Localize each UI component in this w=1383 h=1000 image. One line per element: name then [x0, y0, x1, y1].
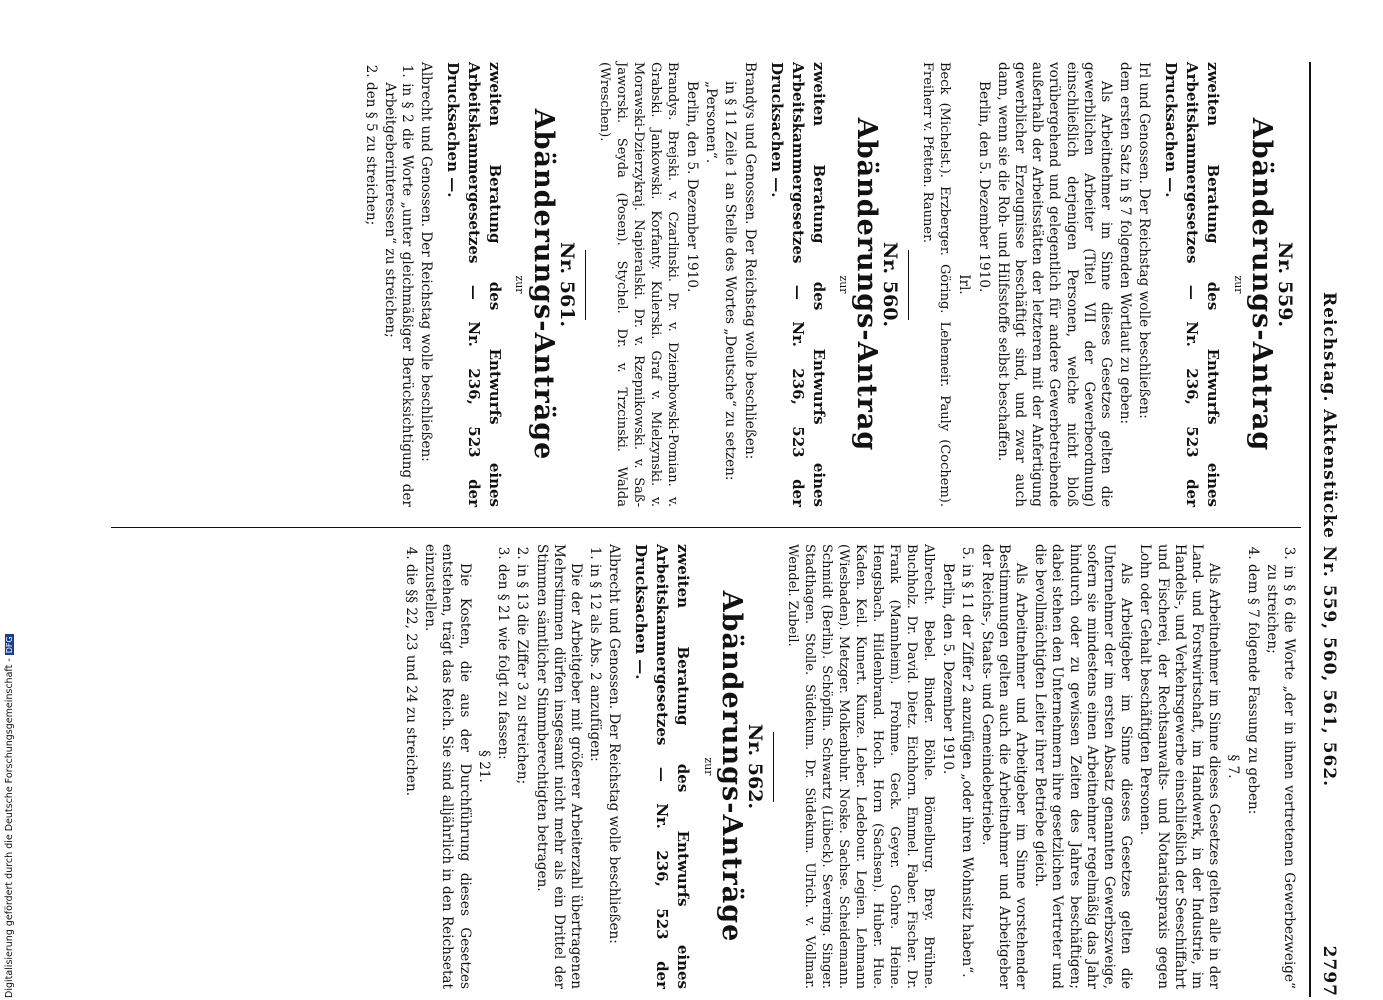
zur-label: zur [701, 757, 715, 776]
antrag-paragraph: in § 11 Zeile 1 an Stelle des Wortes „Deutsche“ zu setzen: [722, 81, 739, 481]
antrag-subtitle: zweiten Beratung des Entwurfs eines Arbeitskammergesetzes — Nr. 236, 523 der Drucksachen —. [444, 62, 505, 507]
footer-text: Digitalisierung gefördert durch die Deutsche Forschungsgemeinschaft - [4, 658, 15, 998]
column-divider [111, 527, 1301, 528]
right-column [400, 544, 1297, 989]
signature-lead: Irl. [956, 274, 973, 295]
list-item: 3. den § 21 wie folgt zu fassen: [495, 546, 512, 760]
page-number: 2797 [1319, 945, 1339, 997]
separator [908, 250, 909, 320]
antrag-title: Abänderungs-Antrag [850, 117, 882, 452]
antrag-559 [919, 62, 1296, 507]
antrag-561 [361, 62, 578, 507]
header-rule [1309, 62, 1311, 997]
antrag-date: Berlin, den 5. Dezember 1910. [975, 81, 992, 293]
antrag-title: Abänderungs-Antrag [1245, 117, 1277, 452]
list-item: 2. den § 5 zu streichen; [362, 64, 379, 226]
dfg-logo: DFG [5, 636, 14, 654]
separator [773, 732, 774, 802]
list-item: 1. in § 2 die Worte „unter gleichmäßiger Berücksichtigung der Arbeitgeberinteressen“ zu streichen; [381, 64, 415, 507]
antrag-paragraph: Die der Arbeitgeber mit größerer Arbeiterzahl übertragenen Mehrstimmen dürfen insgesamt nicht mehr als ein Drittel der Stimmen sämtlicher Stimmberechtigten betragen. [533, 544, 584, 989]
antrag-subtitle: zweiten Beratung des Entwurfs eines Arbeitskammergesetzes — Nr. 236, 523 der Drucksachen —. [767, 62, 828, 507]
antrag-intro: Albrecht und Genossen. Der Reichstag wolle beschließen: [606, 544, 623, 944]
footer-text-line [4, 600, 18, 998]
antrag-subtitle: zweiten Beratung des Entwurfs eines Arbeitskammergesetzes — Nr. 236, 523 der Drucksachen —. [1162, 62, 1223, 507]
separator [585, 250, 586, 320]
antrag-paragraph: Die Kosten, die aus der Durchführung dieses Gesetzes entstehen, trägt das Reich. Sie sind alljährlich in den Reichsetat einzustellen. [422, 544, 473, 989]
antrag-date: Berlin, den 5. Dezember 1910. [683, 81, 700, 293]
antrag-subtitle: zweiten Beratung des Entwurfs eines Arbeitskammergesetzes — Nr. 236, 523 der Drucksachen —. [632, 544, 693, 989]
antrag-title: Abänderungs-Anträge [527, 108, 559, 461]
document-page [95, 62, 1345, 997]
left-column [359, 62, 1297, 507]
antrag-paragraph: dem ersten Satz in § 7 folgenden Wortlaut zu geben: [1117, 62, 1134, 425]
antrag-paragraph: Als Arbeitnehmer im Sinne dieses Gesetzes gelten alle in der Land- und Forstwirtschaft, im Handwerk, in der Industrie, im Handels-, und Verkehrsgewerbe einschließlich der Seeschiffahrt und Fischerei, der Rechtsanwalts- und Notariatspraxis gegen Lohn oder Gehalt beschäftigten Personen. [1137, 544, 1223, 990]
antrag-number: Nr. 560. [879, 241, 902, 328]
antrag-562 [402, 544, 766, 989]
list-item: 1. in § 12 als Abs. 2 anzufügen: [587, 546, 604, 762]
paragraph-mark: § 7. [1225, 754, 1242, 779]
antrag-paragraph: „Personen“. [703, 81, 720, 164]
antrag-number: Nr. 559. [1274, 241, 1296, 328]
antrag-561-continued [784, 544, 1297, 989]
paragraph-mark: § 21. [475, 750, 492, 783]
antrag-paragraph: Als Arbeitnehmer im Sinne dieses Gesetzes gelten die gewerblichen Arbeiter (Titel VII der Gewerbeordnung) einschließlich derjenigen Personen, welche nicht bloß vorübergehend und gelegentlich für andere Gewerbetreibende außerhalb der Arbeitsstätten der letzteren mit der Anfertigung gewerblicher Erzeugnisse beschäftigt sind, und zwar auch dann, wenn sie die Roh- und Hilfsstoffe selbst beschaffen. [994, 62, 1114, 507]
antrag-title: Abänderungs-Anträge [715, 590, 747, 943]
antrag-number: Nr. 562. [743, 723, 766, 810]
page-header [1313, 62, 1345, 997]
footer-credit [4, 600, 18, 998]
antrag-intro: Brandys und Genossen. Der Reichstag wolle beschließen: [741, 62, 758, 460]
antrag-paragraph: Als Arbeitnehmer und Arbeitgeber im Sinne vorstehender Bestimmungen gelten auch die Arbeitnehmer und Arbeitgeber der Reichs-, Staats- und Gemeindebetriebe. [978, 544, 1029, 989]
antrag-intro: Irl und Genossen. Der Reichstag wolle beschließen: [1136, 62, 1153, 419]
antrag-560 [596, 62, 902, 507]
antrag-date: Berlin, den 5. Dezember 1910. [940, 563, 957, 775]
list-item: 5. in § 11 der Ziffer 2 anzufügen „oder ihren Wohnsitz haben“. [959, 546, 976, 978]
signature-list: Albrecht. Bebel. Binder. Böhle. Bömelburg. Brey. Brühne. Buchholz. Dr. David. Dietz. Eichhorn. Emmel. Faber. Fischer. Dr. Frank (Mannheim). Frohme. Geck. Geyer. Gohre. Heine. Hengsbach. Hildenbrand. Hoch. Horn (Sachsen). Huber. Hue. Kaden. Keil. Kunert. Kunze. Leber. Ledebour. Legien. Lehmann (Wiesbaden). Metzger. Molkenbuhr. Noske. Sachse. Scheidemann. Schmidt (Berlin). Schöpflin. Schwartz (Lübeck). Severing. Singer. Stadthagen. Stolle. Südekum. Dr. Südekum. Ulrich. v. Vollmar. Wendel. Zubeil. [784, 544, 936, 989]
zur-label: zur [1231, 275, 1245, 294]
signature-list: Brandys. Brejski. v. Czarlinski. Dr. v. Dziembowski-Pomian. v. Grabski. Jankowski. Korfanty. Kulerski. Graf v. Mielzynski. v. Morawski-Dzierzykraj. Napieralski. Dr. v. Rzepnikowski. v. Saß-Jaworski. Seyda (Posen). Stychel. Dr. v. Trzcinski. Walda (Wreschen). [596, 62, 680, 507]
list-item: 2. in § 13 die Ziffer 3 zu streichen; [514, 546, 531, 785]
signature-list: Beck (Michelst.). Erzberger. Göring. Lehemeir. Pauly (Cochem). Freiherr v. Pfetten. Rauner. [920, 62, 953, 507]
antrag-intro: Albrecht und Genossen. Der Reichstag wolle beschließen: [418, 62, 435, 462]
antrag-number: Nr. 561. [555, 241, 578, 328]
list-item: 4. die §§ 22, 23 und 24 zu streichen. [403, 546, 420, 797]
header-title: Reichstag. Aktenstücke Nr. 559, 560, 561, 562. [1319, 292, 1339, 788]
zur-label: zur [836, 275, 850, 294]
zur-label: zur [513, 275, 527, 294]
list-item: 4. dem § 7 folgende Fassung zu geben: [1244, 546, 1261, 815]
antrag-paragraph: Als Arbeitgeber im Sinne dieses Gesetzes gelten die Unternehmer der im ersten Absatz genannten Gewerbszweige, sofern sie mindestens einen Arbeitnehmer regelmäßig das Jahr hindurch oder zu gewissen Zeiten des Jahres beschäftigen; dabei stehen den Unternehmern ihre gesetzlichen Vertreter und die bevollmächtigten Leiter ihrer Betriebe gleich. [1032, 544, 1135, 989]
list-item: 3. in § 6 die Worte „der in ihnen vertretenen Gewerbezweige“ zu streichen; [1263, 546, 1297, 989]
